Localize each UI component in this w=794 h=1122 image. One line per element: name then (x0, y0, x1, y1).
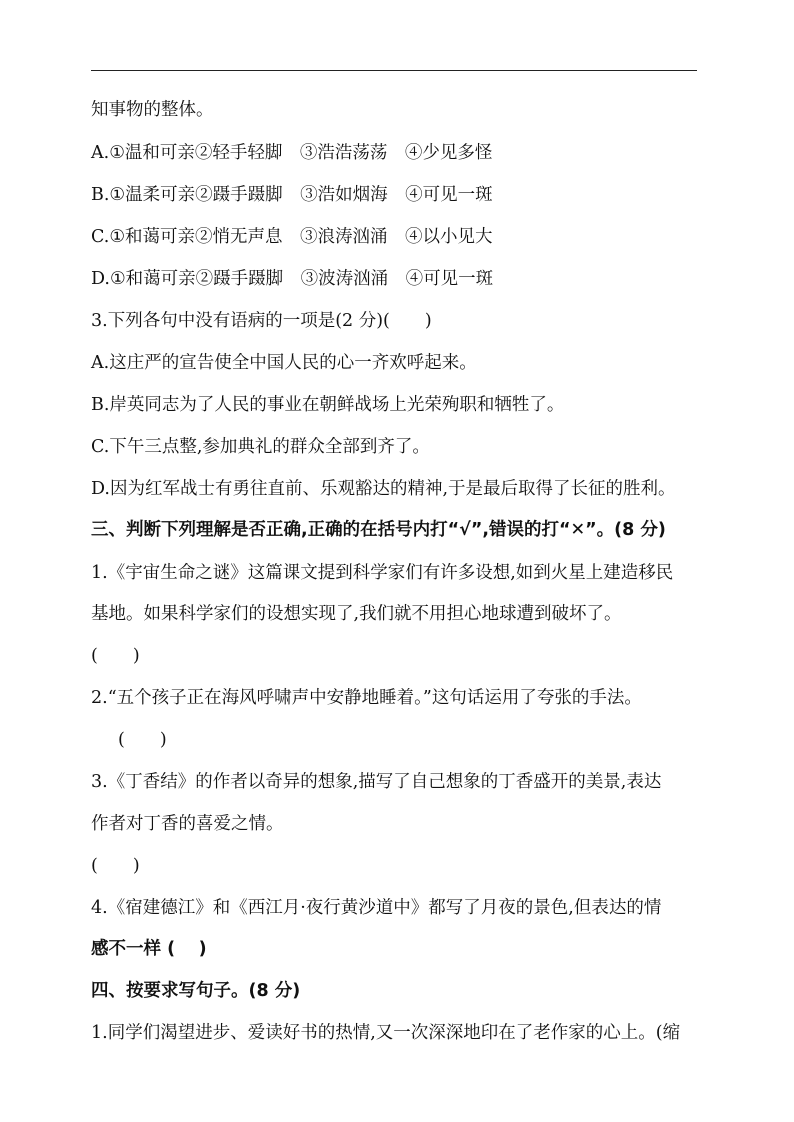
option-b: B.①温柔可亲②蹑手蹑脚 ③浩如烟海 ④可见一斑 (91, 185, 493, 205)
option-a: A.①温和可亲②轻手轻脚 ③浩浩荡荡 ④少见多怪 (91, 143, 493, 163)
q3-option-c: C.下午三点整,参加典礼的群众全部到齐了。 (91, 437, 430, 457)
q3-option-d: D.因为红军战士有勇往直前、乐观豁达的精神,于是最后取得了长征的胜利。 (91, 479, 676, 499)
rewrite-1-line-1: 1.同学们渴望进步、爱读好书的热情,又一次深深地印在了老作家的心上。(缩 (91, 1023, 681, 1043)
q3-option-a: A.这庄严的宣告使全中国人民的心一齐欢呼起来。 (91, 353, 477, 373)
section-3-heading: 三、判断下列理解是否正确,正确的在括号内打“√”,错误的打“✕”。(8 分) (91, 520, 666, 540)
option-d: D.①和蔼可亲②蹑手蹑脚 ③波涛汹涌 ④可见一斑 (91, 269, 494, 289)
judge-3-line-1: 3.《丁香结》的作者以奇异的想象,描写了自己想象的丁香盛开的美景,表达 (91, 772, 662, 792)
judge-3-answer-brackets: ( ) (91, 856, 140, 876)
option-c: C.①和蔼可亲②悄无声息 ③浪涛汹涌 ④以小见大 (91, 227, 493, 247)
judge-1-line-1: 1.《宇宙生命之谜》这篇课文提到科学家们有许多设想,如到火星上建造移民 (91, 563, 674, 583)
judge-1-answer-brackets: ( ) (91, 646, 140, 666)
judge-1-line-2: 基地。如果科学家们的设想实现了,我们就不用担心地球遭到破坏了。 (91, 604, 622, 624)
header-rule (91, 70, 697, 71)
text-line-continuation: 知事物的整体。 (91, 100, 214, 120)
judge-2-line-1: 2.“五个孩子正在海风呼啸声中安静地睡着。”这句话运用了夸张的手法。 (91, 688, 642, 708)
q3-option-b: B.岸英同志为了人民的事业在朝鲜战场上光荣殉职和牺牲了。 (91, 395, 565, 415)
section-4-heading: 四、按要求写句子。(8 分) (91, 981, 301, 1001)
question-3-stem: 3.下列各句中没有语病的一项是(2 分)( ) (91, 311, 432, 331)
judge-4-line-2: 感不一样 ( ) (91, 939, 207, 959)
judge-3-line-2: 作者对丁香的喜爱之情。 (91, 814, 284, 834)
judge-2-answer-brackets: ( ) (118, 730, 167, 750)
judge-4-line-1: 4.《宿建德江》和《西江月·夜行黄沙道中》都写了月夜的景色,但表达的情 (91, 898, 662, 918)
